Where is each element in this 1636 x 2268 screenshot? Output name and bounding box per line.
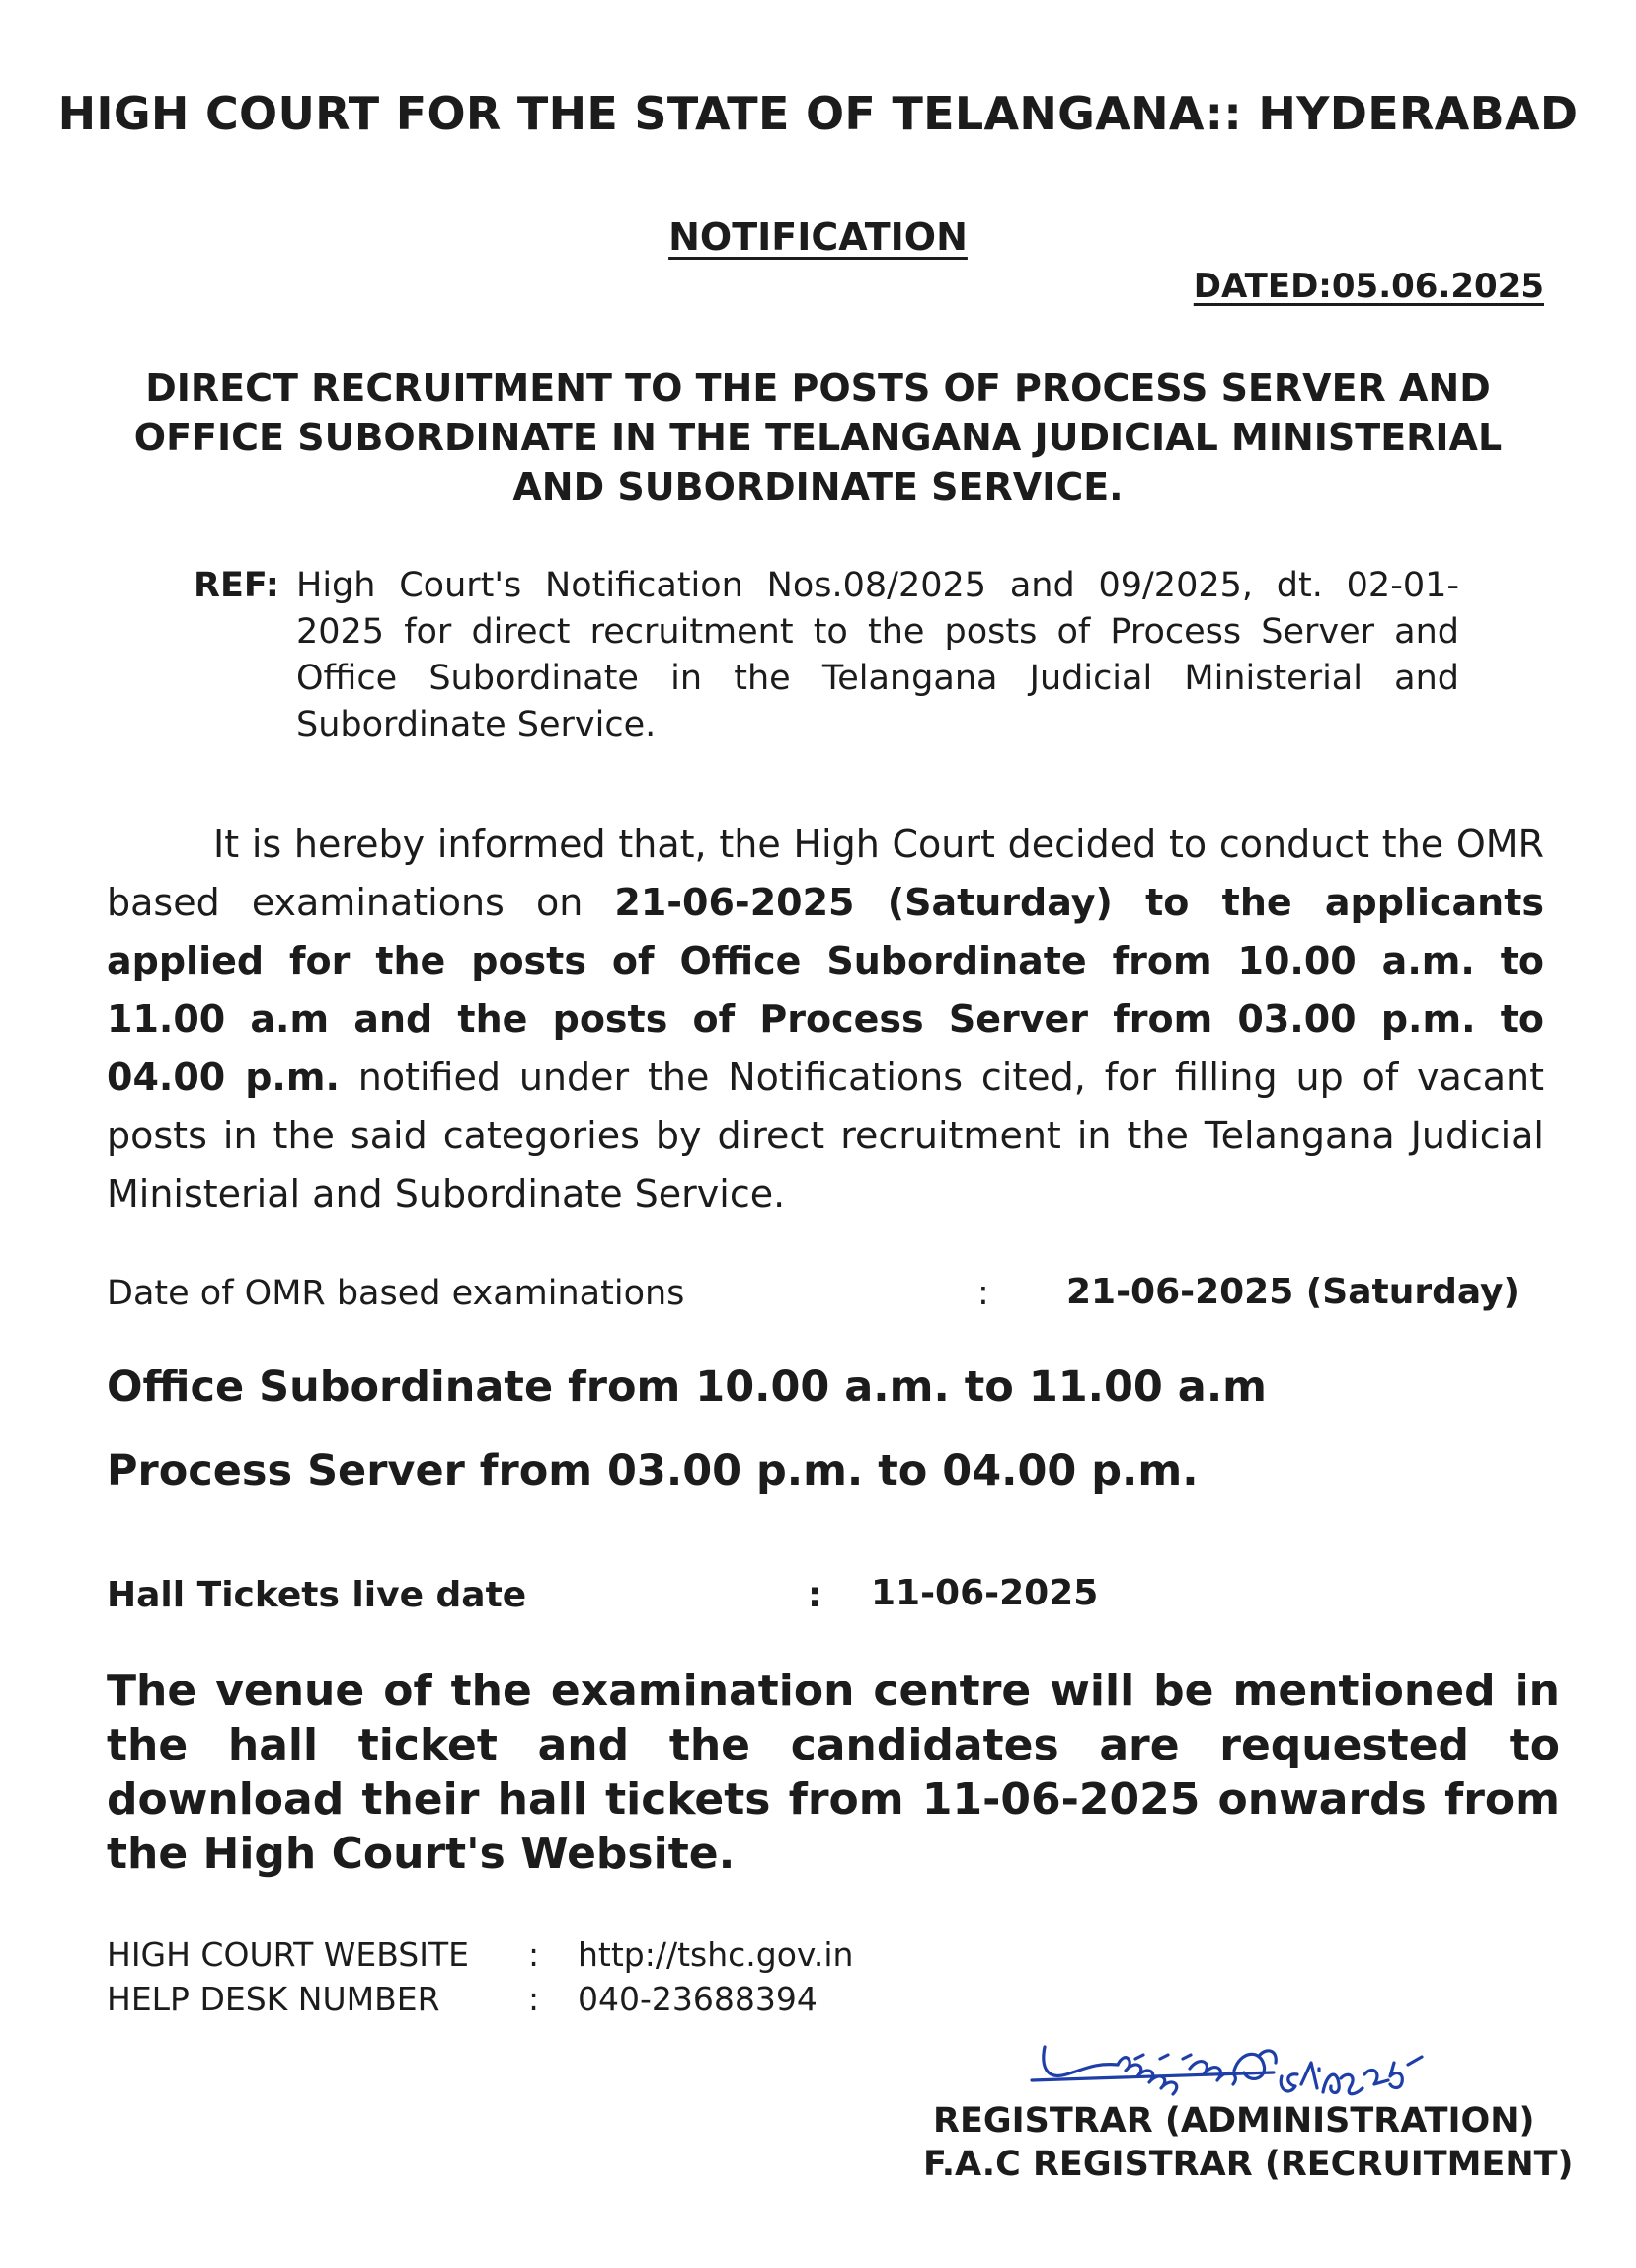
subject-line-1: DIRECT RECRUITMENT TO THE POSTS OF PROCESS SERVER AND <box>145 366 1491 410</box>
notification-date: DATED:05.06.2025 <box>1193 267 1544 306</box>
process-server-schedule: Process Server from 03.00 p.m. to 04.00 p.m. <box>107 1447 1199 1496</box>
reference-text: High Court's Notification Nos.08/2025 and 09/2025, dt. 02-01-2025 for direct recruitment to the posts of Process Server and Office Subordinate in the Telangana Judicial Ministerial and Subordinate Service. <box>296 566 1459 744</box>
exam-date-separator: : <box>977 1274 989 1313</box>
website-separator: : <box>528 1935 540 1974</box>
subject-heading <box>109 363 1527 511</box>
office-subordinate-schedule: Office Subordinate from 10.00 a.m. to 11.00 a.m <box>107 1363 1267 1412</box>
reference-block <box>194 563 1459 748</box>
website-label: HIGH COURT WEBSITE <box>107 1935 469 1974</box>
signatory-subtitle: F.A.C REGISTRAR (RECRUITMENT) <box>923 2145 1574 2184</box>
subject-line-3: AND SUBORDINATE SERVICE. <box>512 465 1124 508</box>
helpdesk-separator: : <box>528 1980 540 2018</box>
body-text-schedule: 21-06-2025 (Saturday) to the applicants applied for the posts of Office Subordinate from 10.00 a.m. to 11.00 a.m and the posts of Process Server from 03.00 p.m. to 04.00 p.m. <box>107 881 1545 1099</box>
notification-heading: NOTIFICATION <box>668 215 968 259</box>
venue-note: The venue of the examination centre will be mentioned in the hall ticket and the candidates are requested to download their hall tickets from 11-06-2025 onwards from the High Court's Website. <box>107 1666 1560 1879</box>
subject-line-2: OFFICE SUBORDINATE IN THE TELANGANA JUDICIAL MINISTERIAL <box>133 416 1503 459</box>
reference-label: REF: <box>194 566 279 605</box>
helpdesk-label: HELP DESK NUMBER <box>107 1980 440 2018</box>
website-link[interactable]: http://tshc.gov.in <box>578 1935 854 1974</box>
hall-ticket-label: Hall Tickets live date <box>107 1575 527 1615</box>
signatory-title: REGISTRAR (ADMINISTRATION) <box>933 2101 1535 2141</box>
body-text-intro: It is hereby informed that, the High Court decided to conduct the OMR based examinations on <box>107 822 1544 924</box>
exam-date-value: 21-06-2025 (Saturday) <box>1066 1272 1519 1312</box>
body-paragraph <box>107 816 1544 1223</box>
page-title: HIGH COURT FOR THE STATE OF TELANGANA:: HYDERABAD <box>57 87 1579 140</box>
hall-ticket-date: 11-06-2025 <box>871 1573 1099 1613</box>
hall-ticket-separator: : <box>808 1575 822 1615</box>
handwritten-signature <box>1027 2019 1461 2108</box>
body-text-closing: notified under the Notifications cited, for filling up of vacant posts in the said categories by direct recruitment in the Telangana Judicial Ministerial and Subordinate Service. <box>107 1056 1544 1215</box>
exam-date-label: Date of OMR based examinations <box>107 1274 685 1313</box>
helpdesk-number: 040-23688394 <box>578 1980 818 2018</box>
